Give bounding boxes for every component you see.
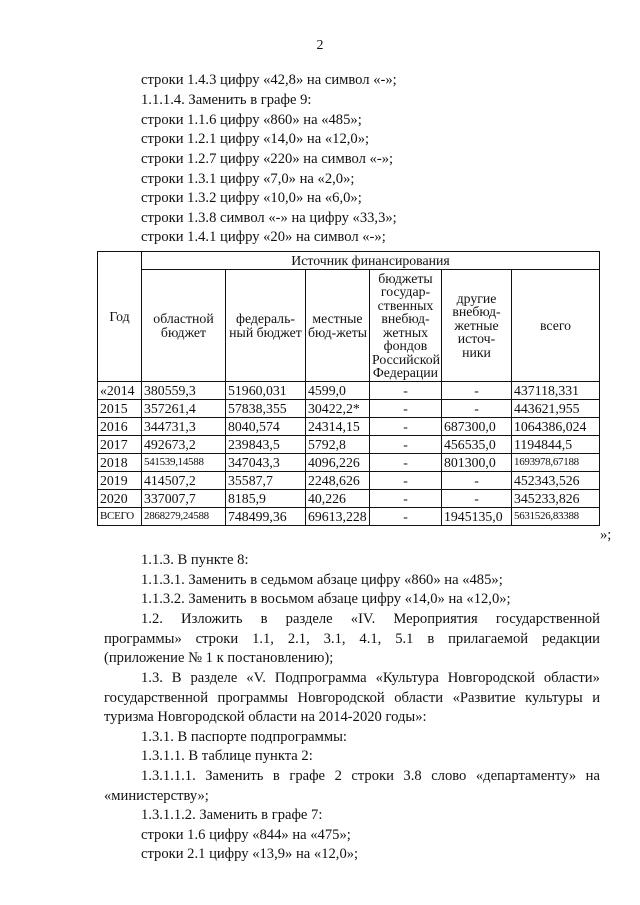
cell-regional: 541539,14588 (142, 454, 226, 472)
cell-other: 1945135,0 (442, 508, 512, 526)
text-line: 1.3.1. В паспорте подпрограммы: (141, 729, 347, 745)
cell-regional: 344731,3 (142, 418, 226, 436)
paragraph-1-3-line-1: 1.3. В разделе «V. Подпрограмма «Культура Новгородской области» (141, 670, 600, 686)
text-line: строки 1.3.1 цифру «7,0» на «2,0»; (141, 171, 355, 187)
cell-local: 24314,15 (306, 418, 370, 436)
cell-local: 4599,0 (306, 382, 370, 400)
cell-regional: 414507,2 (142, 472, 226, 490)
cell-federal: 8185,9 (226, 490, 306, 508)
text-line: туризма Новгородской области на 2014-2020 годы»: (104, 709, 427, 725)
header-state-funds: бюджеты государ-ственных внебюд-жетных фондов Российской Федерации (370, 270, 442, 382)
text-line: «министерству»; (104, 788, 209, 804)
cell-regional: 357261,4 (142, 400, 226, 418)
cell-total: 345233,826 (512, 490, 600, 508)
text-line: строки 1.4.1 цифру «20» на символ «-»; (141, 229, 386, 245)
header-source: Источник финансирования (142, 252, 600, 270)
cell-regional: 2868279,24588 (142, 508, 226, 526)
cell-total: 5631526,83388 (512, 508, 600, 526)
header-federal-budget: федераль-ный бюджет (226, 270, 306, 382)
text-line: строки 1.1.6 цифру «860» на «485»; (141, 112, 362, 128)
cell-other: - (442, 490, 512, 508)
cell-other: - (442, 472, 512, 490)
text-line: (приложение № 1 к постановлению); (104, 650, 334, 666)
cell-year: 2019 (98, 472, 142, 490)
cell-year: 2016 (98, 418, 142, 436)
cell-federal: 748499,36 (226, 508, 306, 526)
text-line: строки 1.4.3 цифру «42,8» на символ «-»; (141, 72, 397, 88)
cell-year: 2018 (98, 454, 142, 472)
cell-funds: - (370, 400, 442, 418)
header-other-sources: другие внебюд-жетные источ-ники (442, 270, 512, 382)
text-line: 1.1.3.2. Заменить в восьмом абзаце цифру «14,0» на «12,0»; (141, 591, 511, 607)
text-line: 1.1.3. В пункте 8: (141, 552, 249, 568)
paragraph-1-3-line-2: государственной программы Новгородской области «Развитие культуры и (104, 690, 600, 706)
cell-year: «2014 (98, 382, 142, 400)
cell-total: 452343,526 (512, 472, 600, 490)
cell-year: 2017 (98, 436, 142, 454)
cell-total: 1064386,024 (512, 418, 600, 436)
table-row (98, 382, 600, 400)
paragraph-1-2-line-1: 1.2. Изложить в разделе «IV. Мероприятия государственной (141, 611, 600, 627)
cell-local: 40,226 (306, 490, 370, 508)
cell-total: 1693978,67188 (512, 454, 600, 472)
cell-funds: - (370, 454, 442, 472)
cell-regional: 380559,3 (142, 382, 226, 400)
cell-other: - (442, 382, 512, 400)
table-row (98, 472, 600, 490)
text-line: 1.3.1.1. В таблице пункта 2: (141, 748, 313, 764)
header-local-budgets: местные бюд-жеты (306, 270, 370, 382)
cell-local: 4096,226 (306, 454, 370, 472)
cell-federal: 51960,031 (226, 382, 306, 400)
cell-local: 69613,228 (306, 508, 370, 526)
paragraph-1-2-line-2: программы» строки 1.1, 2.1, 3.1, 4.1, 5.1 в прилагаемой редакции (104, 631, 600, 647)
text-line: строки 1.3.2 цифру «10,0» на «6,0»; (141, 190, 362, 206)
table-row (98, 490, 600, 508)
cell-year: 2015 (98, 400, 142, 418)
cell-local: 5792,8 (306, 436, 370, 454)
cell-local: 2248,626 (306, 472, 370, 490)
table-closing-quote: »; (600, 527, 612, 543)
cell-funds: - (370, 472, 442, 490)
cell-other: 801300,0 (442, 454, 512, 472)
table-row (98, 436, 600, 454)
table-row (98, 400, 600, 418)
cell-year: 2020 (98, 490, 142, 508)
financing-table (97, 251, 600, 526)
text-line: 1.1.1.4. Заменить в графе 9: (141, 92, 312, 108)
cell-other: 687300,0 (442, 418, 512, 436)
paragraph-1-3-1-1-1-line-1: 1.3.1.1.1. Заменить в графе 2 строки 3.8 слово «департаменту» на (141, 768, 600, 784)
table-row (98, 418, 600, 436)
cell-regional: 337007,7 (142, 490, 226, 508)
cell-federal: 57838,355 (226, 400, 306, 418)
cell-total: 1194844,5 (512, 436, 600, 454)
cell-federal: 35587,7 (226, 472, 306, 490)
cell-total: 437118,331 (512, 382, 600, 400)
header-regional-budget: областной бюджет (142, 270, 226, 382)
header-total: всего (512, 270, 600, 382)
text-line: строки 2.1 цифру «13,9» на «12,0»; (141, 846, 359, 862)
cell-other: - (442, 400, 512, 418)
text-line: 1.1.3.1. Заменить в седьмом абзаце цифру «860» на «485»; (141, 572, 503, 588)
cell-federal: 347043,3 (226, 454, 306, 472)
table-row (98, 454, 600, 472)
header-year: Год (98, 252, 142, 382)
cell-local: 30422,2* (306, 400, 370, 418)
page-number: 2 (316, 38, 324, 53)
text-line: строки 1.2.1 цифру «14,0» на «12,0»; (141, 131, 370, 147)
cell-funds: - (370, 382, 442, 400)
cell-regional: 492673,2 (142, 436, 226, 454)
cell-other: 456535,0 (442, 436, 512, 454)
cell-funds: - (370, 418, 442, 436)
cell-funds: - (370, 508, 442, 526)
cell-funds: - (370, 490, 442, 508)
cell-total: 443621,955 (512, 400, 600, 418)
cell-federal: 8040,574 (226, 418, 306, 436)
text-line: строки 1.2.7 цифру «220» на символ «-»; (141, 151, 394, 167)
text-line: строки 1.6 цифру «844» на «475»; (141, 827, 351, 843)
text-line: 1.3.1.1.2. Заменить в графе 7: (141, 807, 323, 823)
cell-year: ВСЕГО (98, 508, 142, 526)
text-line: строки 1.3.8 символ «-» на цифру «33,3»; (141, 210, 397, 226)
table-row-total (98, 508, 600, 526)
cell-federal: 239843,5 (226, 436, 306, 454)
cell-funds: - (370, 436, 442, 454)
